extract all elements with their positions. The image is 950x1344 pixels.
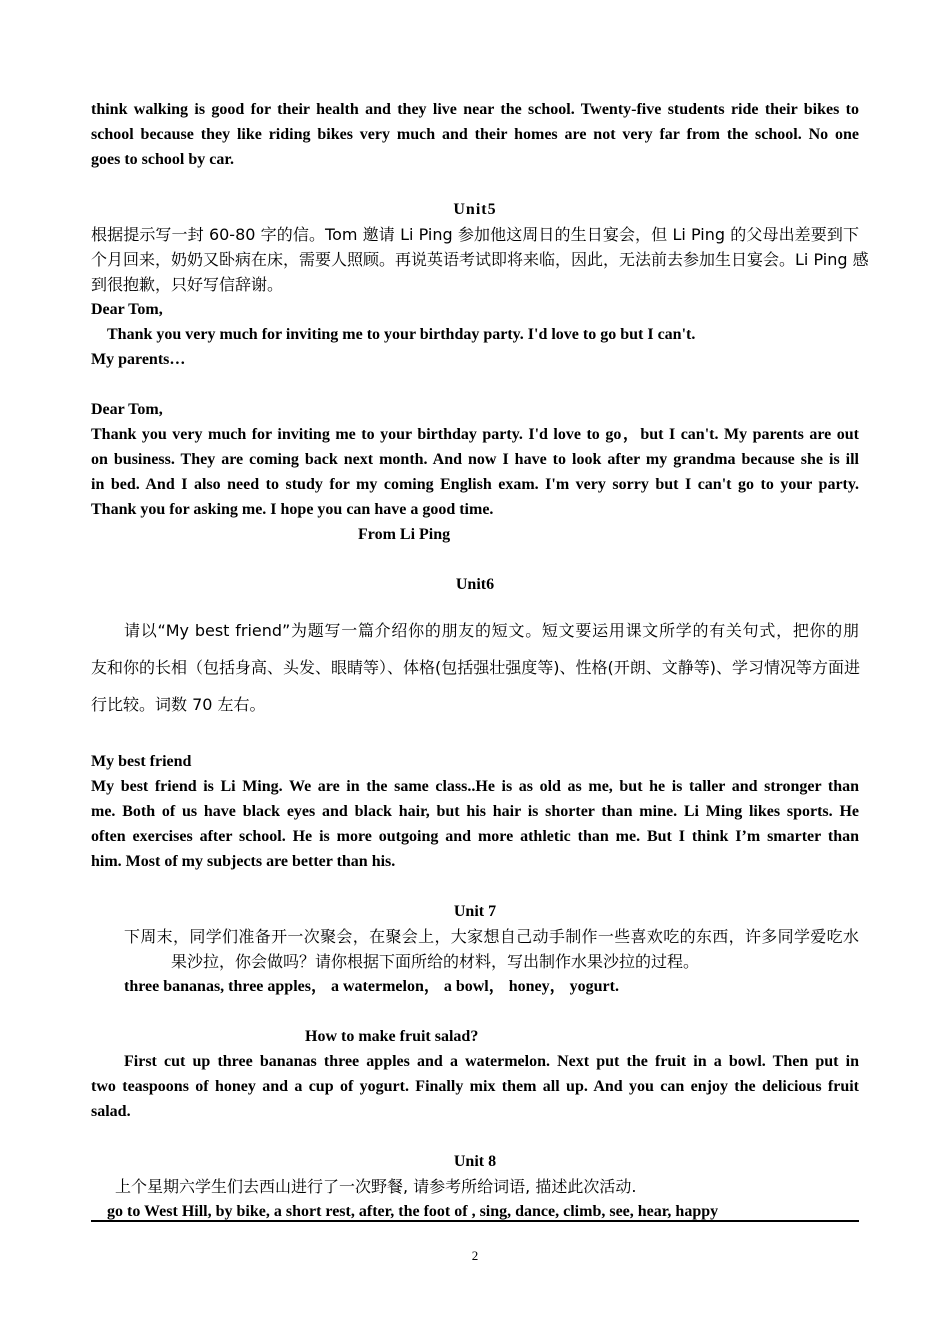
unit6-prompt-line: 行比较。词数 70 左右。 <box>91 695 266 714</box>
unit8-prompt: 上个星期六学生们去西山进行了一次野餐, 请参考所给词语, 描述此次活动. <box>115 1177 637 1196</box>
unit5-opening-line: Thank you very much for inviting me to your birthday party. I'd love to go but I can't. <box>107 326 696 343</box>
unit7-prompt-line: 下周末，同学们准备开一次聚会，在聚会上，大家想自己动手制作一些喜欢吃的东西，许多同学爱吃水 <box>124 927 859 946</box>
unit7-essay-line: salad. <box>91 1103 131 1120</box>
unit8-keywords: go to West Hill, by bike, a short rest, after, the foot of , sing, dance, climb, see, hear, happy <box>107 1203 719 1220</box>
unit5-signoff: From Li Ping <box>358 526 451 543</box>
unit7-materials: three bananas, three apples， a watermelon， a bowl， honey， yogurt. <box>124 978 619 995</box>
unit5-opening-cue: My parents… <box>91 351 186 368</box>
footer-rule <box>91 1220 859 1222</box>
unit6-prompt-line: 友和你的长相（包括身高、头发、眼睛等）、体格(包括强壮强度等)、性格(开朗、文静等)、学习情况等方面进 <box>91 658 860 677</box>
unit6-prompt-line: 请以“My best friend”为题写一篇介绍你的朋友的短文。短文要运用课文所学的有关句式，把你的朋 <box>124 621 859 640</box>
unit8-heading: Unit 8 <box>453 1153 497 1170</box>
intro-line: think walking is good for their health and they live near the school. Twenty-five students ride their bikes to <box>91 101 859 118</box>
unit5-letter-line: Thank you for asking me. I hope you can have a good time. <box>91 501 494 518</box>
unit6-essay-line: often exercises after school. He is more outgoing and more athletic than me. But I think I’m smarter than <box>91 828 859 845</box>
unit5-letter-salutation: Dear Tom, <box>91 401 163 418</box>
unit7-essay-line: two teaspoons of honey and a cup of yogurt. Finally mix them all up. And you can enjoy the delicious fruit <box>91 1078 859 1095</box>
unit7-essay-title: How to make fruit salad? <box>305 1028 479 1045</box>
unit6-essay-line: My best friend is Li Ming. We are in the same class..He is as old as me, but he is taller and stronger than <box>91 778 859 795</box>
intro-line: school because they like riding bikes very much and their homes are not very far from the school. No one <box>91 126 859 143</box>
unit5-letter-line: on business. They are coming back next month. And now I have to look after my grandma because she is ill <box>91 451 859 468</box>
unit7-essay-line: First cut up three bananas three apples and a watermelon. Next put the fruit in a bowl. Then put in <box>124 1053 859 1070</box>
unit5-prompt-line: 根据提示写一封 60-80 字的信。Tom 邀请 Li Ping 参加他这周日的生日宴会，但 Li Ping 的父母出差要到下 <box>91 225 859 244</box>
unit5-letter-line: in bed. And I also need to study for my coming English exam. I'm very sorry but I can't go to your party. <box>91 476 859 493</box>
unit6-essay-title: My best friend <box>91 753 192 770</box>
unit6-essay-line: me. Both of us have black eyes and black hair, but his hair is shorter than mine. Li Ming likes sports. He <box>91 803 859 820</box>
unit7-prompt-line: 果沙拉，你会做吗？请你根据下面所给的材料，写出制作水果沙拉的过程。 <box>171 952 700 971</box>
unit5-prompt-line: 到很抱歉，只好写信辞谢。 <box>91 275 284 294</box>
unit5-opening-salutation: Dear Tom, <box>91 301 163 318</box>
unit5-heading: Unit5 <box>453 201 497 218</box>
unit5-letter-line: Thank you very much for inviting me to your birthday party. I'd love to go，but I can't. My parents are out <box>91 426 859 443</box>
unit6-essay-line: him. Most of my subjects are better than his. <box>91 853 396 870</box>
page-number: 2 <box>471 1248 479 1263</box>
unit6-heading: Unit6 <box>455 576 495 593</box>
unit5-prompt-line: 个月回来，奶奶又卧病在床，需要人照顾。再说英语考试即将来临，因此，无法前去参加生日宴会。Li Ping 感 <box>91 250 869 269</box>
unit7-heading: Unit 7 <box>453 903 497 920</box>
intro-line: goes to school by car. <box>91 151 234 168</box>
